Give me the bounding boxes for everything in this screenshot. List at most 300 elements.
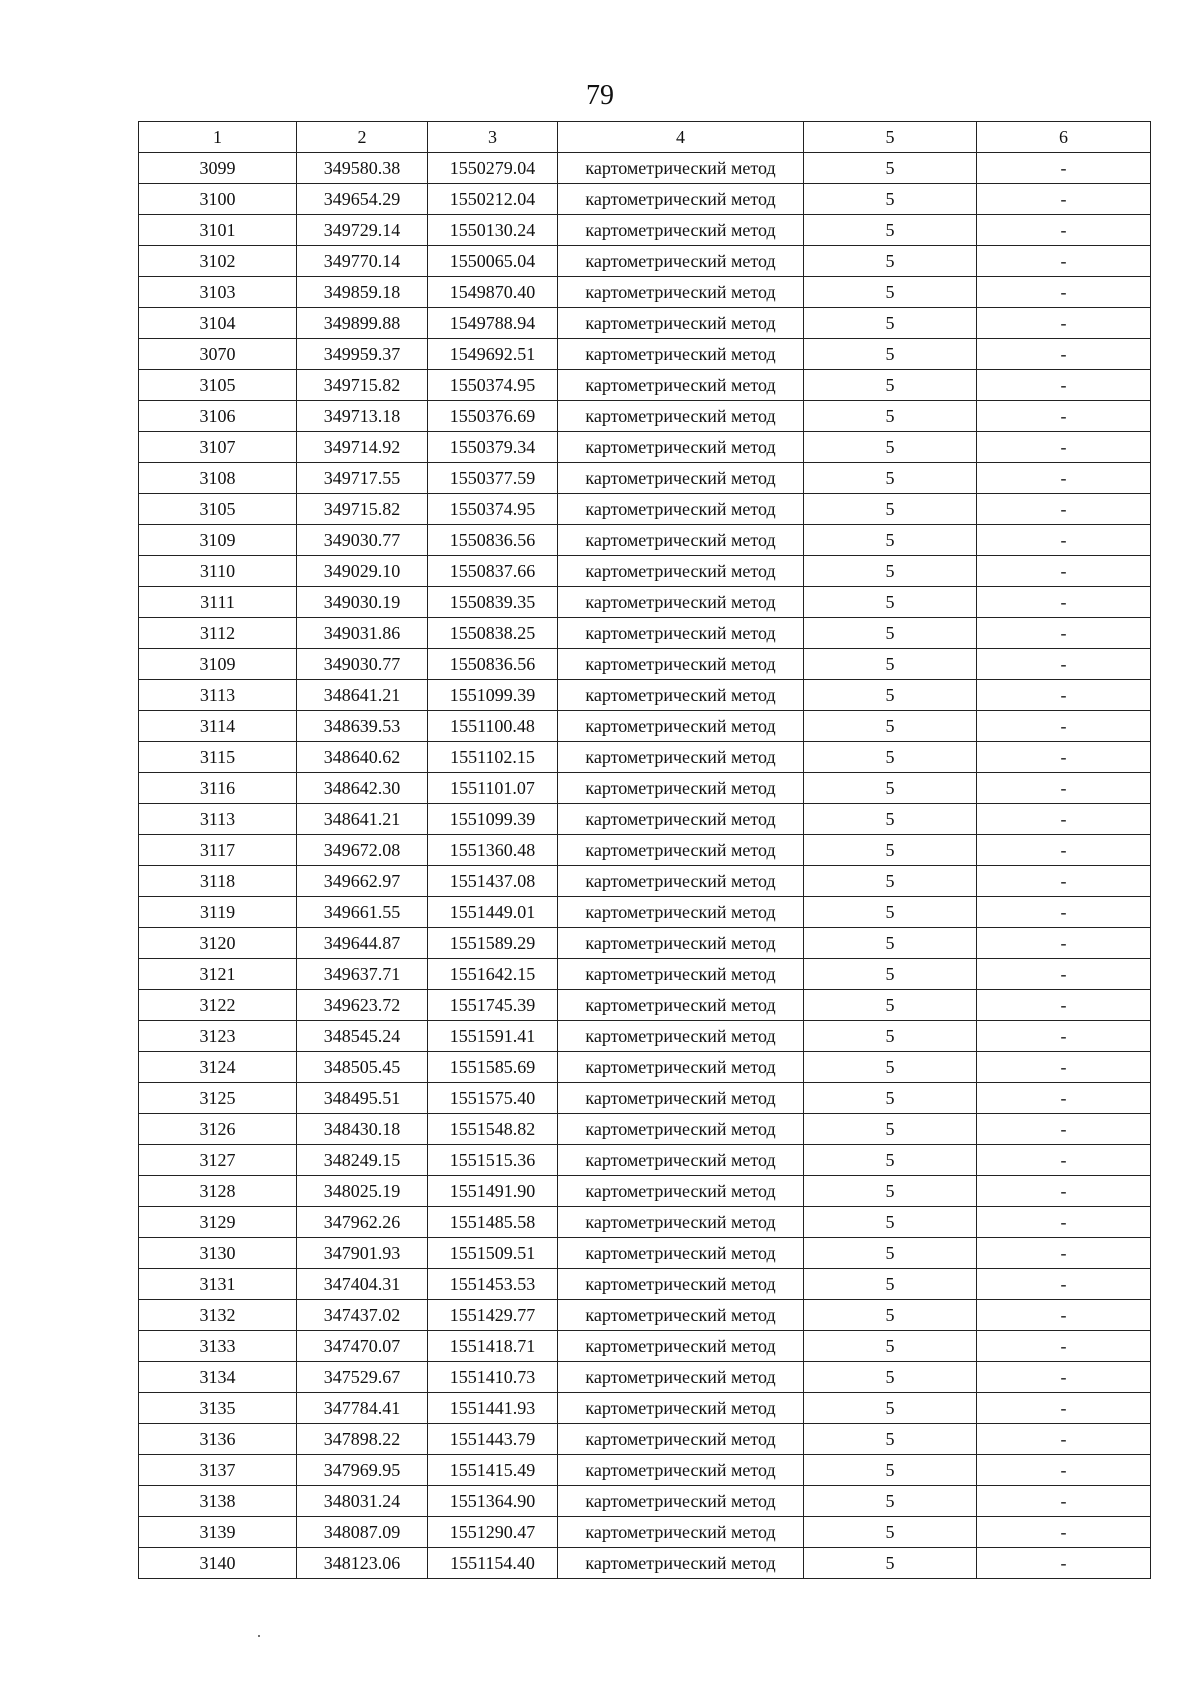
- cell-x-coordinate: 349030.77: [297, 525, 428, 556]
- cell-accuracy: 5: [804, 835, 977, 866]
- cell-accuracy: 5: [804, 618, 977, 649]
- cell-x-coordinate: 348505.45: [297, 1052, 428, 1083]
- cell-method: картометрический метод: [558, 1083, 804, 1114]
- table-row: [139, 1548, 1151, 1579]
- table-row: [139, 1052, 1151, 1083]
- cell-point-number: 3138: [139, 1486, 297, 1517]
- cell-y-coordinate: 1549692.51: [428, 339, 558, 370]
- cell-y-coordinate: 1551515.36: [428, 1145, 558, 1176]
- cell-note: -: [977, 432, 1151, 463]
- cell-method: картометрический метод: [558, 990, 804, 1021]
- cell-y-coordinate: 1551449.01: [428, 897, 558, 928]
- header-col-5: 5: [804, 122, 977, 153]
- table-row: [139, 1176, 1151, 1207]
- table-row: [139, 463, 1151, 494]
- table-row: [139, 649, 1151, 680]
- cell-method: картометрический метод: [558, 401, 804, 432]
- cell-y-coordinate: 1550212.04: [428, 184, 558, 215]
- cell-accuracy: 5: [804, 897, 977, 928]
- table-row: [139, 153, 1151, 184]
- table-body: [139, 153, 1151, 1579]
- table-row: [139, 277, 1151, 308]
- cell-method: картометрический метод: [558, 711, 804, 742]
- cell-x-coordinate: 347901.93: [297, 1238, 428, 1269]
- cell-note: -: [977, 866, 1151, 897]
- cell-method: картометрический метод: [558, 525, 804, 556]
- table-row: [139, 587, 1151, 618]
- cell-y-coordinate: 1551429.77: [428, 1300, 558, 1331]
- cell-note: -: [977, 1145, 1151, 1176]
- cell-x-coordinate: 349031.86: [297, 618, 428, 649]
- cell-x-coordinate: 349580.38: [297, 153, 428, 184]
- cell-y-coordinate: 1550838.25: [428, 618, 558, 649]
- cell-y-coordinate: 1551418.71: [428, 1331, 558, 1362]
- header-col-1: 1: [139, 122, 297, 153]
- cell-method: картометрический метод: [558, 835, 804, 866]
- header-col-6: 6: [977, 122, 1151, 153]
- cell-note: -: [977, 1393, 1151, 1424]
- cell-note: -: [977, 1176, 1151, 1207]
- cell-note: -: [977, 835, 1151, 866]
- cell-point-number: 3137: [139, 1455, 297, 1486]
- cell-note: -: [977, 990, 1151, 1021]
- cell-method: картометрический метод: [558, 1300, 804, 1331]
- cell-method: картометрический метод: [558, 246, 804, 277]
- cell-accuracy: 5: [804, 711, 977, 742]
- cell-point-number: 3132: [139, 1300, 297, 1331]
- cell-accuracy: 5: [804, 1207, 977, 1238]
- cell-note: -: [977, 370, 1151, 401]
- coordinates-table: [138, 121, 1151, 1579]
- cell-accuracy: 5: [804, 773, 977, 804]
- cell-y-coordinate: 1551441.93: [428, 1393, 558, 1424]
- cell-point-number: 3109: [139, 649, 297, 680]
- cell-accuracy: 5: [804, 804, 977, 835]
- cell-x-coordinate: 349637.71: [297, 959, 428, 990]
- cell-point-number: 3133: [139, 1331, 297, 1362]
- cell-accuracy: 5: [804, 959, 977, 990]
- cell-note: -: [977, 742, 1151, 773]
- cell-y-coordinate: 1551410.73: [428, 1362, 558, 1393]
- cell-method: картометрический метод: [558, 928, 804, 959]
- header-col-2: 2: [297, 122, 428, 153]
- cell-accuracy: 5: [804, 990, 977, 1021]
- cell-y-coordinate: 1550376.69: [428, 401, 558, 432]
- cell-method: картометрический метод: [558, 618, 804, 649]
- cell-note: -: [977, 804, 1151, 835]
- cell-method: картометрический метод: [558, 587, 804, 618]
- cell-note: -: [977, 1052, 1151, 1083]
- cell-accuracy: 5: [804, 184, 977, 215]
- table-row: [139, 866, 1151, 897]
- cell-y-coordinate: 1551591.41: [428, 1021, 558, 1052]
- cell-note: -: [977, 1300, 1151, 1331]
- cell-accuracy: 5: [804, 1176, 977, 1207]
- cell-note: -: [977, 246, 1151, 277]
- cell-accuracy: 5: [804, 866, 977, 897]
- cell-point-number: 3104: [139, 308, 297, 339]
- cell-note: -: [977, 649, 1151, 680]
- cell-method: картометрический метод: [558, 1331, 804, 1362]
- cell-point-number: 3108: [139, 463, 297, 494]
- table-row: [139, 1145, 1151, 1176]
- cell-x-coordinate: 347437.02: [297, 1300, 428, 1331]
- cell-x-coordinate: 348641.21: [297, 804, 428, 835]
- cell-method: картометрический метод: [558, 277, 804, 308]
- cell-y-coordinate: 1551642.15: [428, 959, 558, 990]
- cell-point-number: 3120: [139, 928, 297, 959]
- cell-method: картометрический метод: [558, 370, 804, 401]
- cell-x-coordinate: 348641.21: [297, 680, 428, 711]
- cell-method: картометрический метод: [558, 494, 804, 525]
- cell-note: -: [977, 1517, 1151, 1548]
- cell-method: картометрический метод: [558, 1052, 804, 1083]
- cell-note: -: [977, 928, 1151, 959]
- cell-method: картометрический метод: [558, 1517, 804, 1548]
- cell-y-coordinate: 1551453.53: [428, 1269, 558, 1300]
- cell-x-coordinate: 348640.62: [297, 742, 428, 773]
- cell-y-coordinate: 1551099.39: [428, 680, 558, 711]
- cell-note: -: [977, 184, 1151, 215]
- table-row: [139, 370, 1151, 401]
- cell-accuracy: 5: [804, 370, 977, 401]
- cell-x-coordinate: 349029.10: [297, 556, 428, 587]
- cell-point-number: 3111: [139, 587, 297, 618]
- cell-x-coordinate: 349654.29: [297, 184, 428, 215]
- cell-y-coordinate: 1550839.35: [428, 587, 558, 618]
- cell-y-coordinate: 1551437.08: [428, 866, 558, 897]
- cell-accuracy: 5: [804, 649, 977, 680]
- cell-x-coordinate: 349030.19: [297, 587, 428, 618]
- cell-x-coordinate: 349662.97: [297, 866, 428, 897]
- cell-point-number: 3116: [139, 773, 297, 804]
- cell-y-coordinate: 1550065.04: [428, 246, 558, 277]
- cell-accuracy: 5: [804, 463, 977, 494]
- table-row: [139, 339, 1151, 370]
- cell-note: -: [977, 1455, 1151, 1486]
- cell-y-coordinate: 1550836.56: [428, 649, 558, 680]
- cell-accuracy: 5: [804, 1021, 977, 1052]
- cell-accuracy: 5: [804, 1052, 977, 1083]
- cell-note: -: [977, 463, 1151, 494]
- cell-x-coordinate: 347784.41: [297, 1393, 428, 1424]
- cell-y-coordinate: 1551154.40: [428, 1548, 558, 1579]
- cell-y-coordinate: 1550379.34: [428, 432, 558, 463]
- cell-accuracy: 5: [804, 587, 977, 618]
- table-row: [139, 308, 1151, 339]
- cell-method: картометрический метод: [558, 804, 804, 835]
- cell-point-number: 3101: [139, 215, 297, 246]
- cell-note: -: [977, 1548, 1151, 1579]
- cell-method: картометрический метод: [558, 1269, 804, 1300]
- cell-method: картометрический метод: [558, 680, 804, 711]
- cell-note: -: [977, 1238, 1151, 1269]
- cell-method: картометрический метод: [558, 897, 804, 928]
- cell-point-number: 3123: [139, 1021, 297, 1052]
- cell-y-coordinate: 1551100.48: [428, 711, 558, 742]
- cell-method: картометрический метод: [558, 339, 804, 370]
- cell-y-coordinate: 1551491.90: [428, 1176, 558, 1207]
- cell-x-coordinate: 348087.09: [297, 1517, 428, 1548]
- cell-point-number: 3113: [139, 804, 297, 835]
- cell-method: картометрический метод: [558, 959, 804, 990]
- cell-x-coordinate: 348249.15: [297, 1145, 428, 1176]
- cell-accuracy: 5: [804, 1331, 977, 1362]
- cell-y-coordinate: 1550130.24: [428, 215, 558, 246]
- cell-accuracy: 5: [804, 1548, 977, 1579]
- table-row: [139, 401, 1151, 432]
- cell-note: -: [977, 1486, 1151, 1517]
- cell-x-coordinate: 348642.30: [297, 773, 428, 804]
- cell-point-number: 3126: [139, 1114, 297, 1145]
- cell-method: картометрический метод: [558, 1145, 804, 1176]
- table-row: [139, 525, 1151, 556]
- cell-point-number: 3100: [139, 184, 297, 215]
- table-row: [139, 1362, 1151, 1393]
- cell-method: картометрический метод: [558, 1486, 804, 1517]
- cell-y-coordinate: 1549870.40: [428, 277, 558, 308]
- cell-y-coordinate: 1551585.69: [428, 1052, 558, 1083]
- cell-note: -: [977, 153, 1151, 184]
- cell-point-number: 3105: [139, 370, 297, 401]
- cell-accuracy: 5: [804, 1083, 977, 1114]
- cell-accuracy: 5: [804, 308, 977, 339]
- cell-accuracy: 5: [804, 1238, 977, 1269]
- cell-method: картометрический метод: [558, 153, 804, 184]
- cell-method: картометрический метод: [558, 1114, 804, 1145]
- cell-point-number: 3107: [139, 432, 297, 463]
- cell-note: -: [977, 339, 1151, 370]
- cell-point-number: 3122: [139, 990, 297, 1021]
- cell-x-coordinate: 347962.26: [297, 1207, 428, 1238]
- cell-method: картометрический метод: [558, 1207, 804, 1238]
- cell-method: картометрический метод: [558, 432, 804, 463]
- cell-x-coordinate: 348430.18: [297, 1114, 428, 1145]
- cell-accuracy: 5: [804, 680, 977, 711]
- cell-x-coordinate: 349672.08: [297, 835, 428, 866]
- cell-note: -: [977, 618, 1151, 649]
- cell-point-number: 3136: [139, 1424, 297, 1455]
- table-row: [139, 742, 1151, 773]
- table-row: [139, 1424, 1151, 1455]
- cell-x-coordinate: 349899.88: [297, 308, 428, 339]
- cell-x-coordinate: 349959.37: [297, 339, 428, 370]
- cell-x-coordinate: 348123.06: [297, 1548, 428, 1579]
- cell-point-number: 3103: [139, 277, 297, 308]
- table-row: [139, 494, 1151, 525]
- cell-point-number: 3127: [139, 1145, 297, 1176]
- cell-method: картометрический метод: [558, 649, 804, 680]
- cell-x-coordinate: 348025.19: [297, 1176, 428, 1207]
- cell-y-coordinate: 1551589.29: [428, 928, 558, 959]
- table-row: [139, 1269, 1151, 1300]
- table-row: [139, 246, 1151, 277]
- cell-accuracy: 5: [804, 494, 977, 525]
- cell-y-coordinate: 1551290.47: [428, 1517, 558, 1548]
- cell-accuracy: 5: [804, 928, 977, 959]
- cell-method: картометрический метод: [558, 1021, 804, 1052]
- cell-accuracy: 5: [804, 1393, 977, 1424]
- table-row: [139, 1207, 1151, 1238]
- cell-y-coordinate: 1550279.04: [428, 153, 558, 184]
- cell-note: -: [977, 308, 1151, 339]
- cell-accuracy: 5: [804, 153, 977, 184]
- cell-note: -: [977, 897, 1151, 928]
- table-header: [139, 122, 1151, 153]
- cell-point-number: 3119: [139, 897, 297, 928]
- cell-point-number: 3105: [139, 494, 297, 525]
- cell-y-coordinate: 1550377.59: [428, 463, 558, 494]
- cell-point-number: 3131: [139, 1269, 297, 1300]
- table-row: [139, 1238, 1151, 1269]
- cell-method: картометрический метод: [558, 866, 804, 897]
- cell-method: картометрический метод: [558, 1238, 804, 1269]
- cell-x-coordinate: 349623.72: [297, 990, 428, 1021]
- cell-x-coordinate: 347898.22: [297, 1424, 428, 1455]
- cell-y-coordinate: 1551364.90: [428, 1486, 558, 1517]
- cell-method: картометрический метод: [558, 1455, 804, 1486]
- cell-x-coordinate: 348495.51: [297, 1083, 428, 1114]
- cell-method: картометрический метод: [558, 308, 804, 339]
- cell-accuracy: 5: [804, 1362, 977, 1393]
- cell-note: -: [977, 1114, 1151, 1145]
- cell-y-coordinate: 1551548.82: [428, 1114, 558, 1145]
- cell-accuracy: 5: [804, 1486, 977, 1517]
- cell-y-coordinate: 1550374.95: [428, 494, 558, 525]
- cell-x-coordinate: 347969.95: [297, 1455, 428, 1486]
- cell-y-coordinate: 1551101.07: [428, 773, 558, 804]
- table-row: [139, 711, 1151, 742]
- cell-accuracy: 5: [804, 339, 977, 370]
- header-col-4: 4: [558, 122, 804, 153]
- cell-point-number: 3102: [139, 246, 297, 277]
- table-row: [139, 897, 1151, 928]
- cell-accuracy: 5: [804, 401, 977, 432]
- table-row: [139, 432, 1151, 463]
- cell-point-number: 3115: [139, 742, 297, 773]
- cell-accuracy: 5: [804, 1455, 977, 1486]
- cell-accuracy: 5: [804, 1300, 977, 1331]
- cell-point-number: 3140: [139, 1548, 297, 1579]
- cell-accuracy: 5: [804, 215, 977, 246]
- cell-point-number: 3070: [139, 339, 297, 370]
- table-row: [139, 1455, 1151, 1486]
- cell-note: -: [977, 1083, 1151, 1114]
- table-row: [139, 1300, 1151, 1331]
- cell-y-coordinate: 1550836.56: [428, 525, 558, 556]
- table-row: [139, 1486, 1151, 1517]
- cell-point-number: 3117: [139, 835, 297, 866]
- cell-point-number: 3099: [139, 153, 297, 184]
- cell-y-coordinate: 1549788.94: [428, 308, 558, 339]
- cell-y-coordinate: 1551360.48: [428, 835, 558, 866]
- cell-point-number: 3121: [139, 959, 297, 990]
- cell-method: картометрический метод: [558, 463, 804, 494]
- cell-point-number: 3114: [139, 711, 297, 742]
- cell-y-coordinate: 1551745.39: [428, 990, 558, 1021]
- cell-note: -: [977, 680, 1151, 711]
- cell-note: -: [977, 1269, 1151, 1300]
- cell-note: -: [977, 587, 1151, 618]
- cell-method: картометрический метод: [558, 1393, 804, 1424]
- table-row: [139, 680, 1151, 711]
- cell-accuracy: 5: [804, 742, 977, 773]
- cell-x-coordinate: 349770.14: [297, 246, 428, 277]
- cell-note: -: [977, 494, 1151, 525]
- cell-method: картометрический метод: [558, 1548, 804, 1579]
- cell-x-coordinate: 349644.87: [297, 928, 428, 959]
- cell-method: картометрический метод: [558, 556, 804, 587]
- cell-y-coordinate: 1551575.40: [428, 1083, 558, 1114]
- cell-accuracy: 5: [804, 432, 977, 463]
- cell-method: картометрический метод: [558, 1176, 804, 1207]
- cell-y-coordinate: 1551415.49: [428, 1455, 558, 1486]
- cell-point-number: 3124: [139, 1052, 297, 1083]
- cell-y-coordinate: 1550837.66: [428, 556, 558, 587]
- cell-x-coordinate: 347470.07: [297, 1331, 428, 1362]
- cell-method: картометрический метод: [558, 773, 804, 804]
- cell-x-coordinate: 348639.53: [297, 711, 428, 742]
- cell-note: -: [977, 1424, 1151, 1455]
- cell-point-number: 3113: [139, 680, 297, 711]
- cell-accuracy: 5: [804, 277, 977, 308]
- cell-x-coordinate: 349859.18: [297, 277, 428, 308]
- cell-x-coordinate: 349030.77: [297, 649, 428, 680]
- table-row: [139, 990, 1151, 1021]
- cell-point-number: 3106: [139, 401, 297, 432]
- cell-point-number: 3129: [139, 1207, 297, 1238]
- page-number: 79: [586, 80, 614, 111]
- cell-note: -: [977, 401, 1151, 432]
- cell-accuracy: 5: [804, 556, 977, 587]
- cell-accuracy: 5: [804, 1269, 977, 1300]
- cell-x-coordinate: 349715.82: [297, 370, 428, 401]
- table-row: [139, 773, 1151, 804]
- cell-note: -: [977, 1331, 1151, 1362]
- cell-point-number: 3112: [139, 618, 297, 649]
- cell-y-coordinate: 1550374.95: [428, 370, 558, 401]
- cell-note: -: [977, 959, 1151, 990]
- cell-x-coordinate: 349714.92: [297, 432, 428, 463]
- cell-x-coordinate: 349661.55: [297, 897, 428, 928]
- stray-mark: [258, 1635, 260, 1637]
- table-row: [139, 1114, 1151, 1145]
- cell-point-number: 3125: [139, 1083, 297, 1114]
- header-row: [139, 122, 1151, 153]
- table-row: [139, 835, 1151, 866]
- cell-note: -: [977, 1021, 1151, 1052]
- cell-note: -: [977, 1362, 1151, 1393]
- cell-point-number: 3109: [139, 525, 297, 556]
- cell-note: -: [977, 1207, 1151, 1238]
- cell-note: -: [977, 773, 1151, 804]
- cell-y-coordinate: 1551099.39: [428, 804, 558, 835]
- cell-x-coordinate: 347529.67: [297, 1362, 428, 1393]
- cell-note: -: [977, 215, 1151, 246]
- header-col-3: 3: [428, 122, 558, 153]
- cell-point-number: 3139: [139, 1517, 297, 1548]
- cell-x-coordinate: 349729.14: [297, 215, 428, 246]
- cell-point-number: 3134: [139, 1362, 297, 1393]
- cell-accuracy: 5: [804, 246, 977, 277]
- cell-method: картометрический метод: [558, 742, 804, 773]
- cell-accuracy: 5: [804, 1145, 977, 1176]
- cell-y-coordinate: 1551102.15: [428, 742, 558, 773]
- table-row: [139, 1083, 1151, 1114]
- table-row: [139, 1393, 1151, 1424]
- table-row: [139, 1331, 1151, 1362]
- cell-point-number: 3110: [139, 556, 297, 587]
